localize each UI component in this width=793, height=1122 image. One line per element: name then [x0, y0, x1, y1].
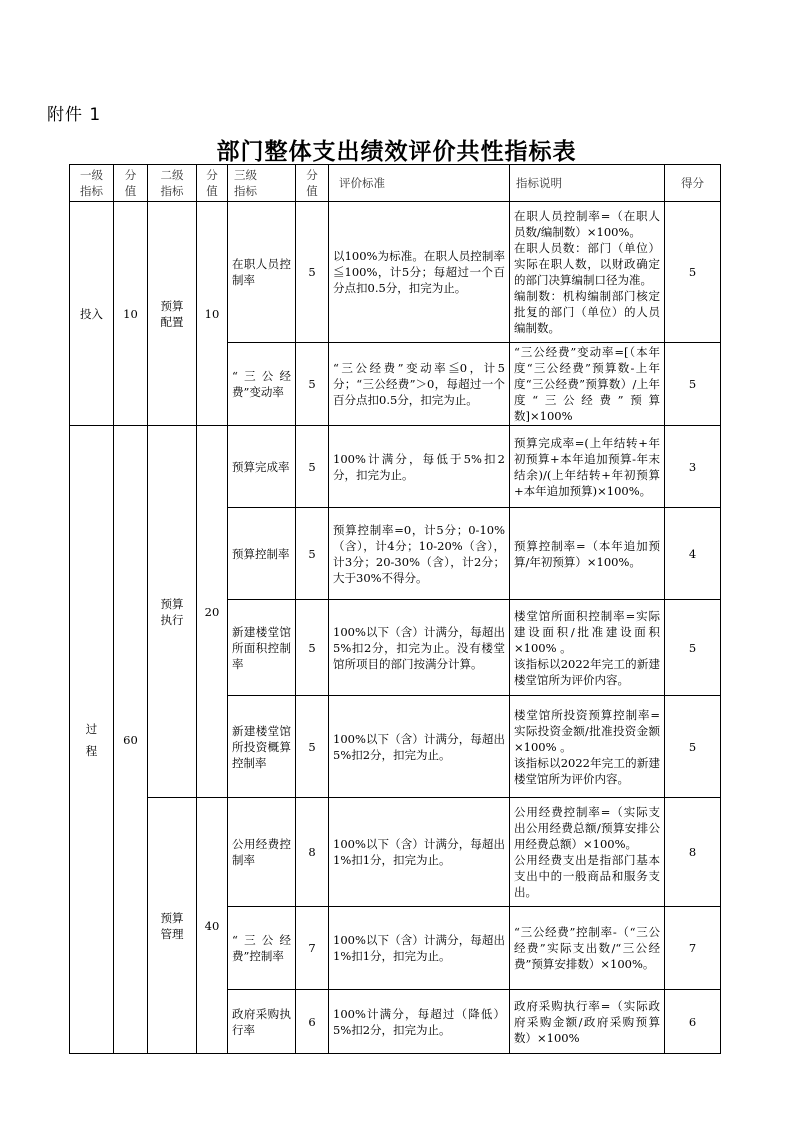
level1-name-char: 过: [85, 721, 98, 736]
score-value: 7: [665, 907, 721, 990]
score-value: 6: [665, 990, 721, 1054]
score-value: 5: [665, 696, 721, 798]
table-row: [70, 426, 721, 508]
level2-name: 预算 管理: [148, 798, 197, 1054]
explanation-text: “三公经费”控制率-（“三公经费”实际支出数/“三公经费”预算安排数）×100%。: [510, 907, 665, 990]
score-value: 5: [665, 600, 721, 696]
score-value: 5: [665, 343, 721, 426]
explanation-text: 政府采购执行率=（实际政府采购金额/政府采购预算数）×100%: [510, 990, 665, 1054]
header-explanation: 指标说明: [510, 165, 665, 202]
indicator-table: [69, 164, 721, 1054]
indicator-weight: 5: [296, 600, 329, 696]
table-row: [70, 798, 721, 907]
indicator-name: 在职人员控制率: [228, 202, 296, 343]
level1-name: [70, 426, 114, 1054]
level2-score: 10: [197, 202, 228, 426]
indicator-weight: 5: [296, 343, 329, 426]
header-score3: 分 值: [296, 165, 329, 202]
explanation-text: 公用经费控制率=（实际支出公用经费总额/预算安排公用经费总额）×100%。 公用经费支出是指部门基本支出中的一般商品和服务支出。: [510, 798, 665, 907]
level2-score: 40: [197, 798, 228, 1054]
header-score: 得分: [665, 165, 721, 202]
indicator-name: “三公经费”控制率: [228, 907, 296, 990]
criteria-text: 100%计满分，每超过（降低）5%扣2分，扣完为止。: [329, 990, 510, 1054]
score-value: 4: [665, 508, 721, 600]
indicator-name: 公用经费控制率: [228, 798, 296, 907]
page-title: 部门整体支出绩效评价共性指标表: [216, 139, 577, 165]
level1-name: 投入: [70, 202, 114, 426]
explanation-text: “三公经费”变动率=[（本年度“三公经费”预算数-上年度“三公经费”预算数）/上年度“三公经费”预算数]×100%: [510, 343, 665, 426]
indicator-weight: 5: [296, 426, 329, 508]
indicator-weight: 5: [296, 696, 329, 798]
level1-score: 60: [114, 426, 148, 1054]
header-row: [70, 165, 721, 202]
attachment-label: 附件 1: [47, 105, 102, 125]
indicator-weight: 5: [296, 202, 329, 343]
explanation-text: 预算控制率=（本年追加预算/年初预算）×100%。: [510, 508, 665, 600]
level2-name: 预算 配置: [148, 202, 197, 426]
indicator-name: 政府采购执行率: [228, 990, 296, 1054]
indicator-name: 新建楼堂馆所面积控制率: [228, 600, 296, 696]
level2-name: 预算 执行: [148, 426, 197, 798]
level2-score: 20: [197, 426, 228, 798]
criteria-text: 100%以下（含）计满分，每超出1%扣1分，扣完为止。: [329, 798, 510, 907]
score-value: 3: [665, 426, 721, 508]
header-criteria: 评价标准: [329, 165, 510, 202]
explanation-text: 预算完成率=(上年结转+年初预算+本年追加预算-年末结余)/(上年结转+年初预算+本年追加预算)×100%。: [510, 426, 665, 508]
table-row: [70, 202, 721, 343]
indicator-weight: 6: [296, 990, 329, 1054]
criteria-text: 100%以下（含）计满分，每超出5%扣2分，扣完为止。没有楼堂馆所项目的部门按满分计算。: [329, 600, 510, 696]
criteria-text: “三公经费”变动率≦0，计5分；“三公经费”＞0，每超过一个百分点扣0.5分，扣完为止。: [329, 343, 510, 426]
score-value: 8: [665, 798, 721, 907]
header-level3: 三级 指标: [228, 165, 296, 202]
level1-name-char: 程: [85, 743, 98, 758]
criteria-text: 以100%为标准。在职人员控制率≦100%，计5分；每超过一个百分点扣0.5分，扣完为止。: [329, 202, 510, 343]
explanation-text: 楼堂馆所面积控制率=实际建设面积/批准建设面积×100% 。 该指标以2022年完工的新建楼堂馆所为评价内容。: [510, 600, 665, 696]
indicator-weight: 7: [296, 907, 329, 990]
header-score2: 分 值: [197, 165, 228, 202]
explanation-text: 楼堂馆所投资预算控制率=实际投资金额/批准投资金额×100% 。 该指标以2022年完工的新建楼堂馆所为评价内容。: [510, 696, 665, 798]
criteria-text: 100%以下（含）计满分，每超出5%扣2分，扣完为止。: [329, 696, 510, 798]
explanation-text: 在职人员控制率=（在职人员数/编制数）×100%。 在职人员数：部门（单位）实际在职人数，以财政确定的部门决算编制口径为准。 编制数：机构编制部门核定批复的部门（单位）的人员编制数。: [510, 202, 665, 343]
indicator-name: “三公经费”变动率: [228, 343, 296, 426]
score-value: 5: [665, 202, 721, 343]
indicator-weight: 8: [296, 798, 329, 907]
header-level1: 一级 指标: [70, 165, 114, 202]
header-level2: 二级 指标: [148, 165, 197, 202]
criteria-text: 100%以下（含）计满分，每超出1%扣1分，扣完为止。: [329, 907, 510, 990]
header-score1: 分 值: [114, 165, 148, 202]
level1-score: 10: [114, 202, 148, 426]
indicator-name: 预算完成率: [228, 426, 296, 508]
indicator-weight: 5: [296, 508, 329, 600]
criteria-text: 100%计满分，每低于5%扣2分，扣完为止。: [329, 426, 510, 508]
indicator-name: 新建楼堂馆所投资概算控制率: [228, 696, 296, 798]
indicator-name: 预算控制率: [228, 508, 296, 600]
criteria-text: 预算控制率=0，计5分；0-10%（含），计4分；10-20%（含），计3分；20-30%（含），计2分；大于30%不得分。: [329, 508, 510, 600]
